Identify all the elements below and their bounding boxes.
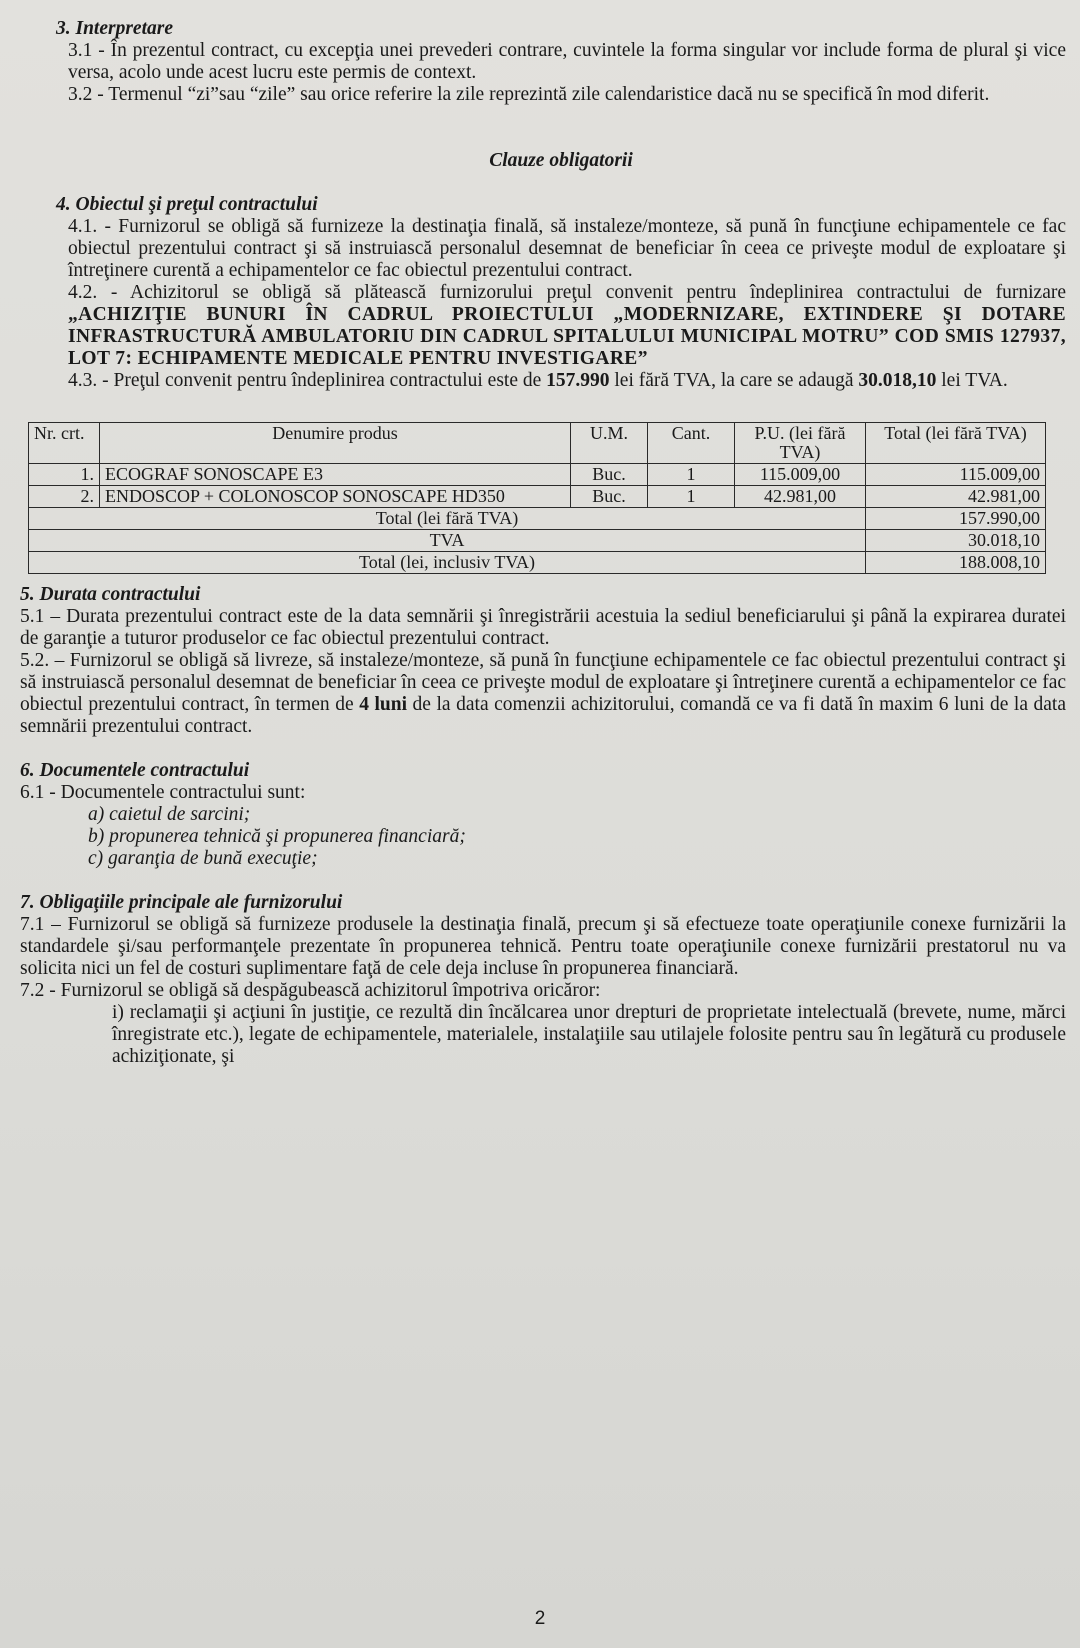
vat-amount: 30.018,10 xyxy=(858,370,937,391)
documents-list xyxy=(20,804,1066,870)
product-table xyxy=(28,422,1046,574)
row-um: Buc. xyxy=(571,486,648,508)
header-um: U.M. xyxy=(571,423,648,464)
grand-total-row xyxy=(29,552,1046,574)
clause-5-1: 5.1 – Durata prezentului contract este de la data semnării şi înregistrării acestuia la sediul beneficiarului şi până la expirarea duratei de garanţie a tuturor produselor ce fac obiectul prezentului contract. xyxy=(20,606,1066,649)
clause-4-3-text-b: lei fără TVA, la care se adaugă xyxy=(609,370,859,391)
header-cant: Cant. xyxy=(648,423,735,464)
clause-4-2-text: 4.2. - Achizitorul se obligă să plătească furnizorului preţul convenit pentru îndeplinirea contractului de furnizare xyxy=(68,282,1066,303)
table-row xyxy=(29,464,1046,486)
row-total: 42.981,00 xyxy=(866,486,1046,508)
clause-4-3-text-a: 4.3. - Preţul convenit pentru îndeplinirea contractului este de xyxy=(68,370,547,391)
section-4-title: 4. Obiectul şi preţul contractului xyxy=(56,194,318,215)
grand-total-label: Total (lei, inclusiv TVA) xyxy=(29,552,866,574)
clause-4-3-text-c: lei TVA. xyxy=(936,370,1008,391)
clause-6-1: 6.1 - Documentele contractului sunt: xyxy=(20,782,306,803)
clause-7-2: 7.2 - Furnizorul se obligă să despăgubească achizitorul împotriva oricăror: xyxy=(20,980,601,1001)
total-label: Total (lei fără TVA) xyxy=(29,508,866,530)
row-nr: 2. xyxy=(29,486,100,508)
clause-7-1: 7.1 – Furnizorul se obligă să furnizeze produsele la destinaţia finală, precum şi să efectueze toate operaţiunile conexe furnizării la standardele şi/sau performanţele prezentate în propunerea tehnică. Pentru toate operaţiunile conexe furnizării prestatorul nu va solicita nici un fel de costuri suplimentare faţă de cele deja incluse în propunerea financiară. xyxy=(20,914,1066,979)
vat-value: 30.018,10 xyxy=(866,530,1046,552)
section-3-title: 3. Interpretare xyxy=(56,18,173,39)
clauze-heading: Clauze obligatorii xyxy=(489,150,633,171)
row-pu: 115.009,00 xyxy=(735,464,866,486)
list-item: b) propunerea tehnică şi propunerea financiară; xyxy=(88,826,466,847)
table-row xyxy=(29,486,1046,508)
section-6-title: 6. Documentele contractului xyxy=(20,760,250,781)
row-cant: 1 xyxy=(648,486,735,508)
clause-4-2-object: „ACHIZIŢIE BUNURI ÎN CADRUL PROIECTULUI „MODERNIZARE, EXTINDERE ŞI DOTARE INFRASTRUCTURĂ AMBULATORIU DIN CADRUL SPITALULUI MUNICIPAL MOTRU” COD SMIS 127937, LOT 7: ECHIPAMENTE MEDICALE PENTRU INVESTIGARE” xyxy=(68,304,1066,369)
clause-7-2-i: i) reclamaţii şi acţiuni în justiţie, ce rezultă din încălcarea unor drepturi de proprietate intelectuală (brevete, nume, mărci înregistrate etc.), legate de echipamentele, materialele, instalaţiile sau utilajele folosite pentru sau în legătură cu produsele achiziţionate, şi xyxy=(112,1002,1066,1067)
total-row xyxy=(29,508,1046,530)
row-nr: 1. xyxy=(29,464,100,486)
table-header-row xyxy=(29,423,1046,464)
row-denumire: ENDOSCOP + COLONOSCOP SONOSCAPE HD350 xyxy=(100,486,571,508)
clause-3-2: 3.2 - Termenul “zi”sau “zile” sau orice referire la zile reprezintă zile calendaristice dacă nu se specifică în mod diferit. xyxy=(68,84,990,105)
row-um: Buc. xyxy=(571,464,648,486)
vat-row xyxy=(29,530,1046,552)
clause-3-1: 3.1 - În prezentul contract, cu excepţia unei prevederi contrare, cuvintele la forma singular vor include forma de plural şi vice versa, acolo unde acest lucru este permis de context. xyxy=(68,40,1066,83)
header-nr: Nr. crt. xyxy=(29,423,100,464)
header-pu: P.U. (lei fără TVA) xyxy=(735,423,866,464)
clause-5-2-text-a: 5.2. – Furnizorul se obligă să livreze, să instaleze/monteze, să pună în funcţiune echipamentele ce fac obiectul prezentului contract şi să instruiască personalul desemnat de beneficiar în ceea ce priveşte modul de exploatare şi întreţinere curentă a echipamentelor ce fac obiectul prezentului contract, în termen de xyxy=(20,650,1066,715)
row-cant: 1 xyxy=(648,464,735,486)
list-item: a) caietul de sarcini; xyxy=(88,804,251,825)
list-item: c) garanţia de bună execuţie; xyxy=(88,848,318,869)
header-total: Total (lei fără TVA) xyxy=(866,423,1046,464)
clause-5-2-text-b: de la data comenzii achizitorului, comandă ce va fi dată în maxim 6 luni de la data semnării prezentului contract. xyxy=(20,694,1067,737)
page-number: 2 xyxy=(534,1608,546,1629)
price-without-vat: 157.990 xyxy=(546,370,610,391)
clause-5-2 xyxy=(20,650,1066,738)
delivery-term: 4 luni xyxy=(359,694,408,715)
row-total: 115.009,00 xyxy=(866,464,1046,486)
clause-4-1: 4.1. - Furnizorul se obligă să furnizeze la destinaţia finală, să instaleze/monteze, să pună în funcţiune echipamentele ce fac obiectul prezentului contract şi să instruiască personalul desemnat de beneficiar în ceea ce priveşte modul de exploatare şi întreţinere curentă a echipamentelor ce fac obiectul prezentului contract. xyxy=(68,216,1066,281)
clause-4-3 xyxy=(56,370,1066,392)
row-pu: 42.981,00 xyxy=(735,486,866,508)
header-denumire: Denumire produs xyxy=(100,423,571,464)
vat-label: TVA xyxy=(29,530,866,552)
grand-total-value: 188.008,10 xyxy=(866,552,1046,574)
total-value: 157.990,00 xyxy=(866,508,1046,530)
section-5-title: 5. Durata contractului xyxy=(20,584,201,605)
row-denumire: ECOGRAF SONOSCAPE E3 xyxy=(100,464,571,486)
clause-4-2 xyxy=(56,282,1066,370)
section-7-title: 7. Obligaţiile principale ale furnizorului xyxy=(20,892,343,913)
